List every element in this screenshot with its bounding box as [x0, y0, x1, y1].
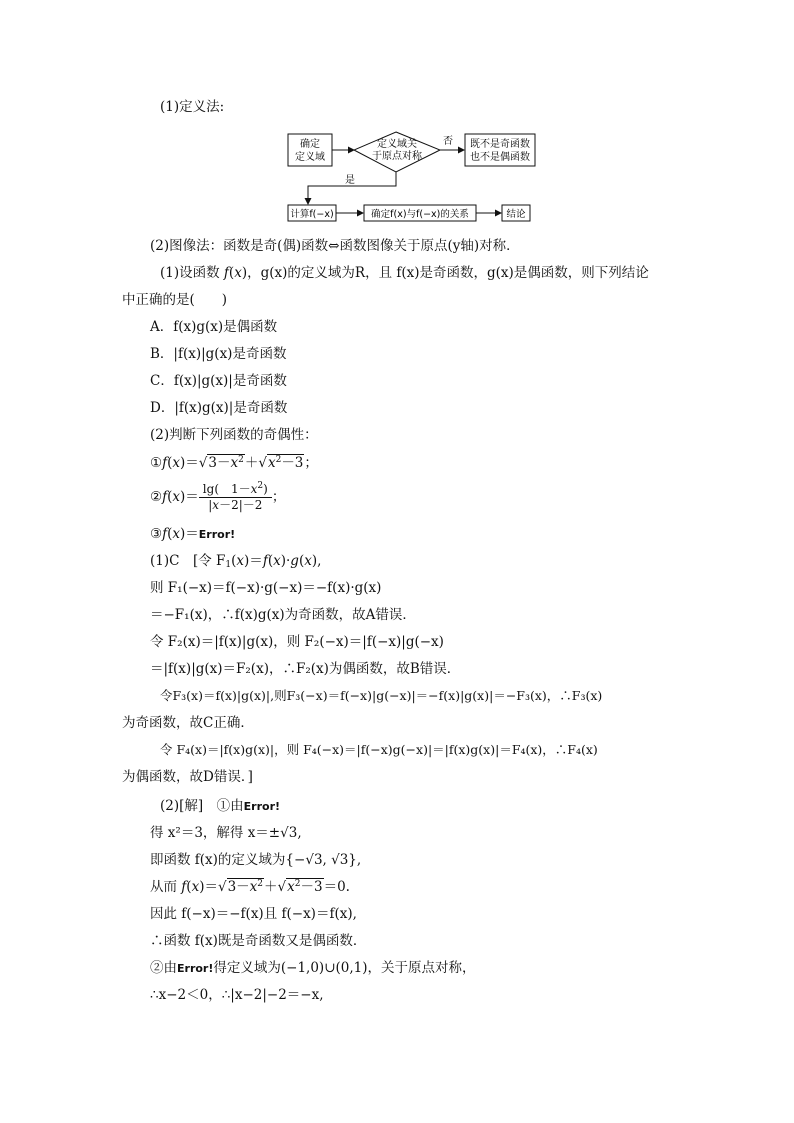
answer1-line9: 为偶函数，故D错误．]: [122, 769, 253, 785]
solution2-line7: ②由Error!得定义域为(−1,0)∪(0,1)，关于原点对称，: [150, 960, 476, 976]
flow-box-conclusion-text: 结论: [506, 209, 526, 220]
flow-no-label: 否: [443, 136, 453, 147]
solution2-line5: 因此 f(−x)＝−f(x)且 f(−x)＝f(x),: [150, 906, 357, 922]
graph-method-text: (2)图像法：函数是奇(偶)函数⇔函数图像关于原点(y轴)对称．: [150, 238, 520, 254]
flow-decision-line1: 定义域关: [377, 139, 417, 150]
answer1-line2: 则 F₁(−x)＝f(−x)·g(−x)＝−f(x)·g(x): [150, 580, 382, 596]
solution2-line3: 即函数 f(x)的定义域为{−√3, √3},: [150, 852, 362, 868]
section-heading-definition: (1)定义法:: [160, 99, 225, 115]
error-placeholder: Error!: [177, 962, 214, 975]
answer1-line1: (1)C [令 $F_1(x)=f(x)\cdot g(x)$,: [150, 553, 322, 570]
parity-flowchart: [280, 128, 540, 224]
flow-box-domain-line2: 定义域: [295, 152, 325, 163]
solution2-line2: 得 x²＝3，解得 x＝±√3,: [150, 825, 302, 841]
solution2-line6: ∴函数 f(x)既是奇函数又是偶函数．: [150, 933, 367, 949]
answer1-line8: 令 F₄(x)＝|f(x)g(x)|，则 F₄(−x)＝|f(−x)g(−x)|＝|f(x)g(x)|＝F₄(x)，∴F₄(x): [160, 742, 598, 757]
question1-line2: 中正确的是( ): [122, 292, 228, 308]
flow-decision-line2: 于原点对称: [372, 151, 422, 162]
flow-box-compute-text: 计算f(−x): [290, 209, 334, 220]
error-placeholder: Error!: [243, 800, 281, 813]
flow-box-neither-line2: 也不是偶函数: [470, 152, 530, 163]
solution2-line4: 从而 $f(x)=√3-x^2+√x^2-3=0$.: [150, 879, 350, 895]
question2-item3: ③f(x)＝Error!: [150, 526, 236, 542]
question1-line1: (1)设函数 f(x)，g(x)的定义域为R，且 f(x)是奇函数，g(x)是偶函数，则下列结论: [160, 265, 649, 281]
answer1-line7: 为奇函数，故C正确．: [122, 715, 254, 731]
fraction: $\frac{\lg( 1-x^2)}{|x-2|-2}$: [199, 482, 272, 513]
solution2-line8: ∴x−2＜0，∴|x−2|−2＝−x,: [150, 987, 324, 1003]
flow-box-neither-line1: 既不是奇函数: [470, 139, 530, 150]
flow-yes-label: 是: [345, 175, 355, 186]
solution2-head: (2)[解] ①由Error!: [160, 798, 281, 814]
flow-box-relation-text: 确定f(x)与f(−x)的关系: [371, 209, 469, 220]
question2-item1: $①f(x)=√3-x^2+√x^2-3$；: [150, 455, 318, 471]
question2-item2: ②f(x)＝ $\frac{\lg( 1-x^2)}{|x-2|-2}$ ；: [150, 481, 286, 512]
answer1-line5: ＝|f(x)|g(x)＝F₂(x)，∴F₂(x)为偶函数，故B错误．: [150, 661, 461, 677]
option-c: C．f(x)|g(x)|是奇函数: [150, 373, 287, 389]
error-placeholder: Error!: [198, 528, 236, 541]
answer1-line4: 令 F₂(x)＝|f(x)|g(x)，则 F₂(−x)＝|f(−x)|g(−x): [150, 634, 444, 650]
option-d: D．|f(x)g(x)|是奇函数: [150, 400, 288, 416]
option-b: B．|f(x)|g(x)是奇函数: [150, 346, 287, 362]
flow-box-domain-line1: 确定: [300, 139, 320, 150]
answer1-line3: ＝−F₁(x)，∴f(x)g(x)为奇函数，故A错误．: [150, 607, 416, 623]
answer1-line6: 令F₃(x)＝f(x)|g(x)|,则F₃(−x)＝f(−x)|g(−x)|＝−f(x)|g(x)|＝−F₃(x)，∴F₃(x): [160, 688, 603, 703]
question2-intro: (2)判断下列函数的奇偶性：: [150, 427, 318, 443]
option-a: A．f(x)g(x)是偶函数: [150, 319, 278, 335]
